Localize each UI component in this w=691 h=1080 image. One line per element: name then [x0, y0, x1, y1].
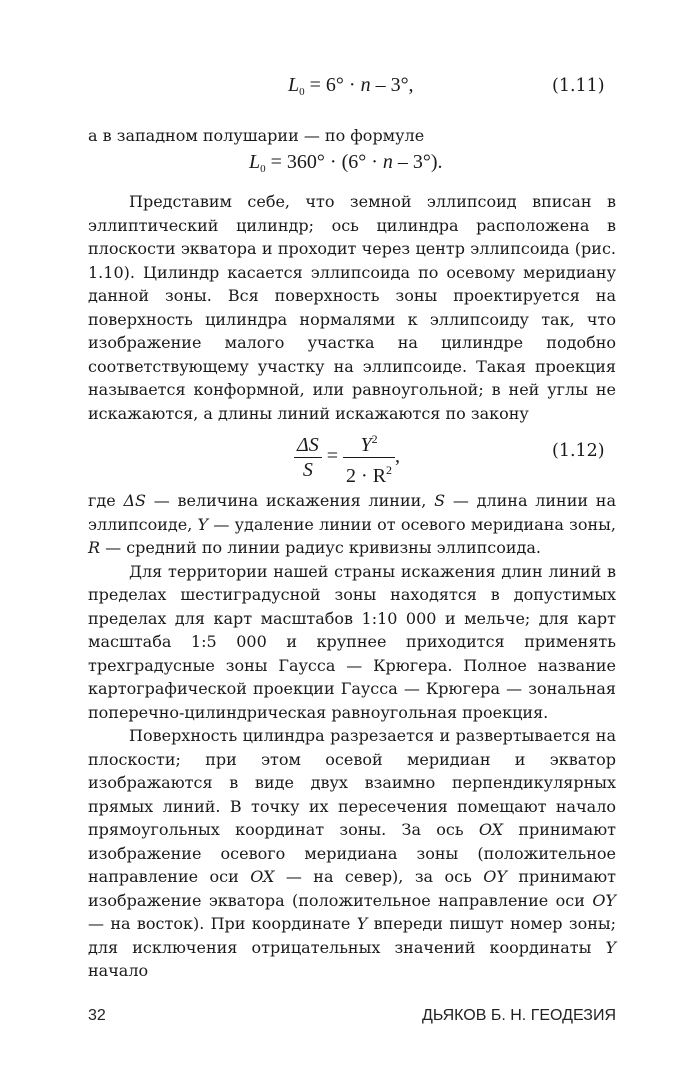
text-run: — длина линии на эллипсоиде,	[88, 491, 617, 534]
text-run: — удаление линии от осевого меридиана зоны,	[208, 514, 616, 534]
eq-expression: = 360° · (6° ·	[270, 151, 383, 173]
text-run: впереди пишут номер зоны; для исключения отрицательных значений координаты	[88, 914, 617, 957]
fraction-numerator: ΔS	[294, 434, 322, 458]
eq-subscript: 0	[260, 163, 266, 175]
text-run: — средний по линии радиус кривизны эллипсоида.	[100, 538, 542, 557]
eq-punctuation: ,	[395, 445, 401, 468]
paragraph: а в западном полушарии — по формуле	[88, 126, 425, 145]
eq-variable: L	[249, 151, 261, 173]
text-block-1	[88, 190, 616, 425]
paragraph	[88, 489, 616, 560]
math-variable: OX	[478, 820, 504, 839]
eq-expression: = 6° ·	[309, 74, 361, 96]
equation-number: (1.11)	[552, 76, 605, 96]
text-run: принимают изображение экватора (положительное направление оси	[88, 867, 617, 910]
math-variable: Y	[356, 914, 368, 933]
math-variable: Y	[605, 937, 616, 957]
fraction	[294, 434, 322, 481]
eq-exponent: 2	[371, 432, 378, 446]
text-run: начало	[88, 961, 149, 980]
paragraph: Представим себе, что земной эллипсоид вписан в эллиптический цилиндр; ось цилиндра расположена в плоскости экватора и проходит через центр эллипсоида (рис. 1.10). Цилиндр касается эллипсоида по осевому меридиану данной зоны. Вся поверхность зоны проектируется на поверхность цилиндра нормалями к эллипсоиду так, что изображение малого участка на цилиндре подобно соответствующему участку на эллипсоиде. Такая проекция называется конформной, или равноугольной; в ней углы не искажаются, а длины линий искажаются по закону	[88, 192, 616, 423]
fraction-numerator	[343, 428, 395, 458]
text-run: принимают изображение осевого меридиана зоны (положительное направление оси	[88, 820, 617, 886]
text-run: — на восток). При координате	[88, 914, 357, 933]
fraction-denominator: S	[302, 459, 313, 481]
equation-1-11	[288, 74, 414, 98]
math-variable: OY	[483, 867, 507, 886]
eq-sign: =	[326, 445, 339, 468]
eq-variable: L	[288, 74, 300, 96]
eq-expression: – 3°).	[392, 151, 443, 173]
text-block-2	[88, 489, 616, 983]
fraction-denominator	[343, 458, 395, 487]
text-run: где	[88, 491, 124, 510]
equation-west	[249, 151, 443, 175]
eq-expression: 2 · R	[346, 465, 387, 487]
eq-variable: n	[360, 74, 371, 96]
eq-exponent: 2	[386, 463, 393, 477]
math-variable: Y	[197, 514, 209, 534]
eq-variable: Y	[360, 434, 372, 456]
math-variable: ΔS	[123, 491, 146, 510]
math-variable: OX	[250, 867, 275, 886]
equation-1-12	[294, 428, 400, 487]
paragraph: Для территории нашей страны искажения длин линий в пределах шестиградусной зоны находятся в допустимых пределах для карт масштабов 1:10 000 и мельче; для карт масштаба 1:5 000 и крупнее приходится применять трехградусные зоны Гаусса — Крюгера. Полное название картографической проекции Гаусса — Крюгера — зональная поперечно-цилиндрическая равноугольная проекция.	[88, 561, 616, 722]
running-title: ДЬЯКОВ Б. Н. ГЕОДЕЗИЯ	[421, 1007, 616, 1024]
text-run: — на север), за ось	[274, 867, 484, 886]
text-run: — величина искажения линии,	[145, 491, 435, 510]
eq-variable: n	[382, 151, 393, 173]
text-run: Поверхность цилиндра разрезается и развертывается на плоскости; при этом осевой меридиан и экватор изображаются в виде двух взаимно перпендикулярных прямых линий. В точку их пересечения помещают начало прямоугольных координат зоны. За ось	[88, 726, 616, 839]
fraction	[343, 428, 395, 487]
equation-number: (1.12)	[552, 441, 605, 461]
paragraph	[88, 724, 616, 983]
math-variable: OY	[592, 890, 616, 910]
math-variable: S	[434, 491, 446, 510]
eq-expression: – 3°,	[370, 74, 414, 96]
page-number: 32	[88, 1007, 106, 1024]
eq-subscript: 0	[299, 86, 305, 98]
text-line	[88, 124, 616, 148]
math-variable: R	[88, 538, 101, 557]
